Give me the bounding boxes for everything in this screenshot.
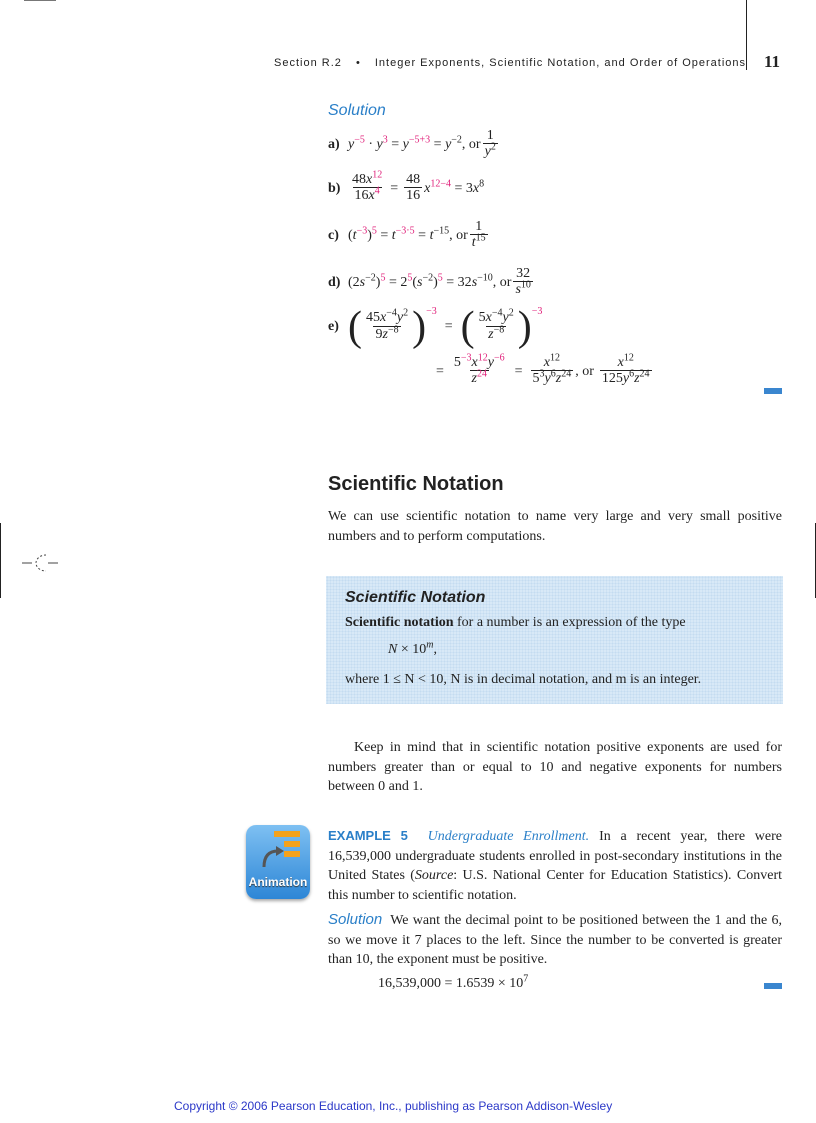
running-header [274, 57, 746, 69]
crop-mark-icon [22, 551, 58, 580]
example-solution [328, 910, 782, 970]
item-label-e: e) [328, 319, 339, 334]
keep-in-mind-paragraph: Keep in mind that in scientific notation positive exponents are used for numbers greater than or equal to 10 and negative exponents for numbers between 0 and 1. [328, 740, 782, 794]
fraction-e2: $\frac{5x^{-4}y^2}{z^{-8}}$ [478, 307, 514, 342]
solution-item-e: e) ( $\frac{45x^{-4}y^2}{9z^{-8}}$ ) −3 = ( $\frac{5x^{-4}y^2}{z^{-8}}$ ) −3 [328, 304, 543, 350]
definition-line3: where 1 ≤ N < 10, N is in decimal notation, and m is an integer. [345, 672, 702, 687]
fraction-a: $\frac{1}{y^2}$ [484, 128, 496, 160]
animation-button[interactable] [246, 825, 310, 899]
definition-formula: $N \times 10^m$, [388, 639, 437, 657]
solution-item-b: b) $\frac{48x^{12}}{16x^4}$ = $\frac{48}{16}$ $x^{12-4} = 3x^8$ [328, 169, 485, 204]
corner-mark-top-left [24, 0, 56, 1]
item-label-d: d) [328, 274, 341, 290]
example-solution-label: Solution [328, 911, 383, 928]
expression-d: $(2s^{-2})^5 = 2^5(s^{-2})^5 = 32s^{-10}$, or [348, 271, 512, 290]
example-title: Undergraduate Enrollment. [427, 829, 590, 844]
fraction-d: $\frac{32}{s^{10}}$ [515, 266, 531, 298]
animation-label: Animation [248, 875, 308, 889]
header-title: Integer Exponents, Scientific Notation, and Order of Operations [374, 57, 747, 69]
expression-a: $y^{-5} \cdot y^3 = y^{-5+3} = y^{-2}$, or [348, 133, 481, 152]
fraction-b2: $\frac{48}{16}$ [406, 172, 421, 204]
example-source: Source [414, 868, 454, 883]
example-text-a: In a recent year, there were 16,539,000 undergraduate students enrolled in post-secondary institutions in the United States ( [328, 829, 782, 883]
item-label-a: a) [328, 136, 340, 152]
header-bullet: • [355, 57, 361, 69]
example-solution-text: We want the decimal point to be positioned between the 1 and the 6, so we move it 7 places to the left. Since the number to be converted is greater than 10, the exponent must be positive. [328, 913, 782, 967]
end-of-solution-mark [764, 388, 782, 394]
section-intro: We can use scientific notation to name very large and very small positive numbers and to perform computations. [328, 509, 782, 544]
side-rule-left [0, 523, 1, 598]
fraction-b1: $\frac{48x^{12}}{16x^4}$ [352, 169, 383, 204]
fraction-e3: $\frac{5^{-3}x^{12}y^{-6}}{z^{24}}$ [453, 352, 505, 387]
example-text-b: : U.S. National Center for Education Statistics). Convert this number to scientific notation. [328, 868, 782, 903]
expression-b: $x^{12-4} = 3x^8$ [424, 177, 485, 196]
fraction-e4: $\frac{x^{12}}{5^3y^6z^{24}}$ [532, 352, 572, 387]
definition-term: Scientific notation [345, 615, 454, 630]
header-section: Section R.2 [274, 57, 342, 69]
solution-item-c [328, 219, 490, 252]
fraction-e1: $\frac{45x^{-4}y^2}{9z^{-8}}$ [366, 307, 409, 342]
definition-title: Scientific Notation [345, 589, 486, 606]
fraction-e5: $\frac{x^{12}}{125y^6z^{24}}$ [601, 352, 650, 387]
solution-item-a [328, 128, 500, 161]
animation-graphic-icon [254, 831, 302, 875]
solution-item-e-line2: = $\frac{5^{-3}x^{12}y^{-6}}{z^{24}}$ = $\frac{x^{12}}{5^3y^6z^{24}}$ , or $\frac{x^{12}}{125y^6z^{24}}$ [436, 352, 650, 387]
definition-line1 [345, 615, 686, 631]
item-label-b: b) [328, 180, 341, 196]
definition-box [326, 576, 783, 704]
copyright-footer: Copyright © 2006 Pearson Education, Inc., publishing as Pearson Addison-Wesley [174, 1099, 613, 1113]
solution-item-d [328, 266, 535, 299]
solution-heading: Solution [328, 102, 386, 119]
section-heading: Scientific Notation [328, 473, 504, 495]
example-label: EXAMPLE 5 [328, 828, 408, 843]
expression-c: $(t^{-3})^5 = t^{-3\cdot 5} = t^{-15}$, or [348, 224, 468, 243]
item-label-c: c) [328, 227, 339, 243]
fraction-c: $\frac{1}{t^{15}}$ [471, 219, 486, 251]
end-of-example-mark [764, 983, 782, 989]
example-result: $16,539,000 = 1.6539 \times 10^7$ [378, 973, 529, 991]
example-5 [328, 826, 782, 905]
page-number: 11 [764, 52, 781, 71]
definition-line1-rest: for a number is an expression of the type [453, 615, 686, 630]
header-rule-vertical [746, 0, 747, 70]
